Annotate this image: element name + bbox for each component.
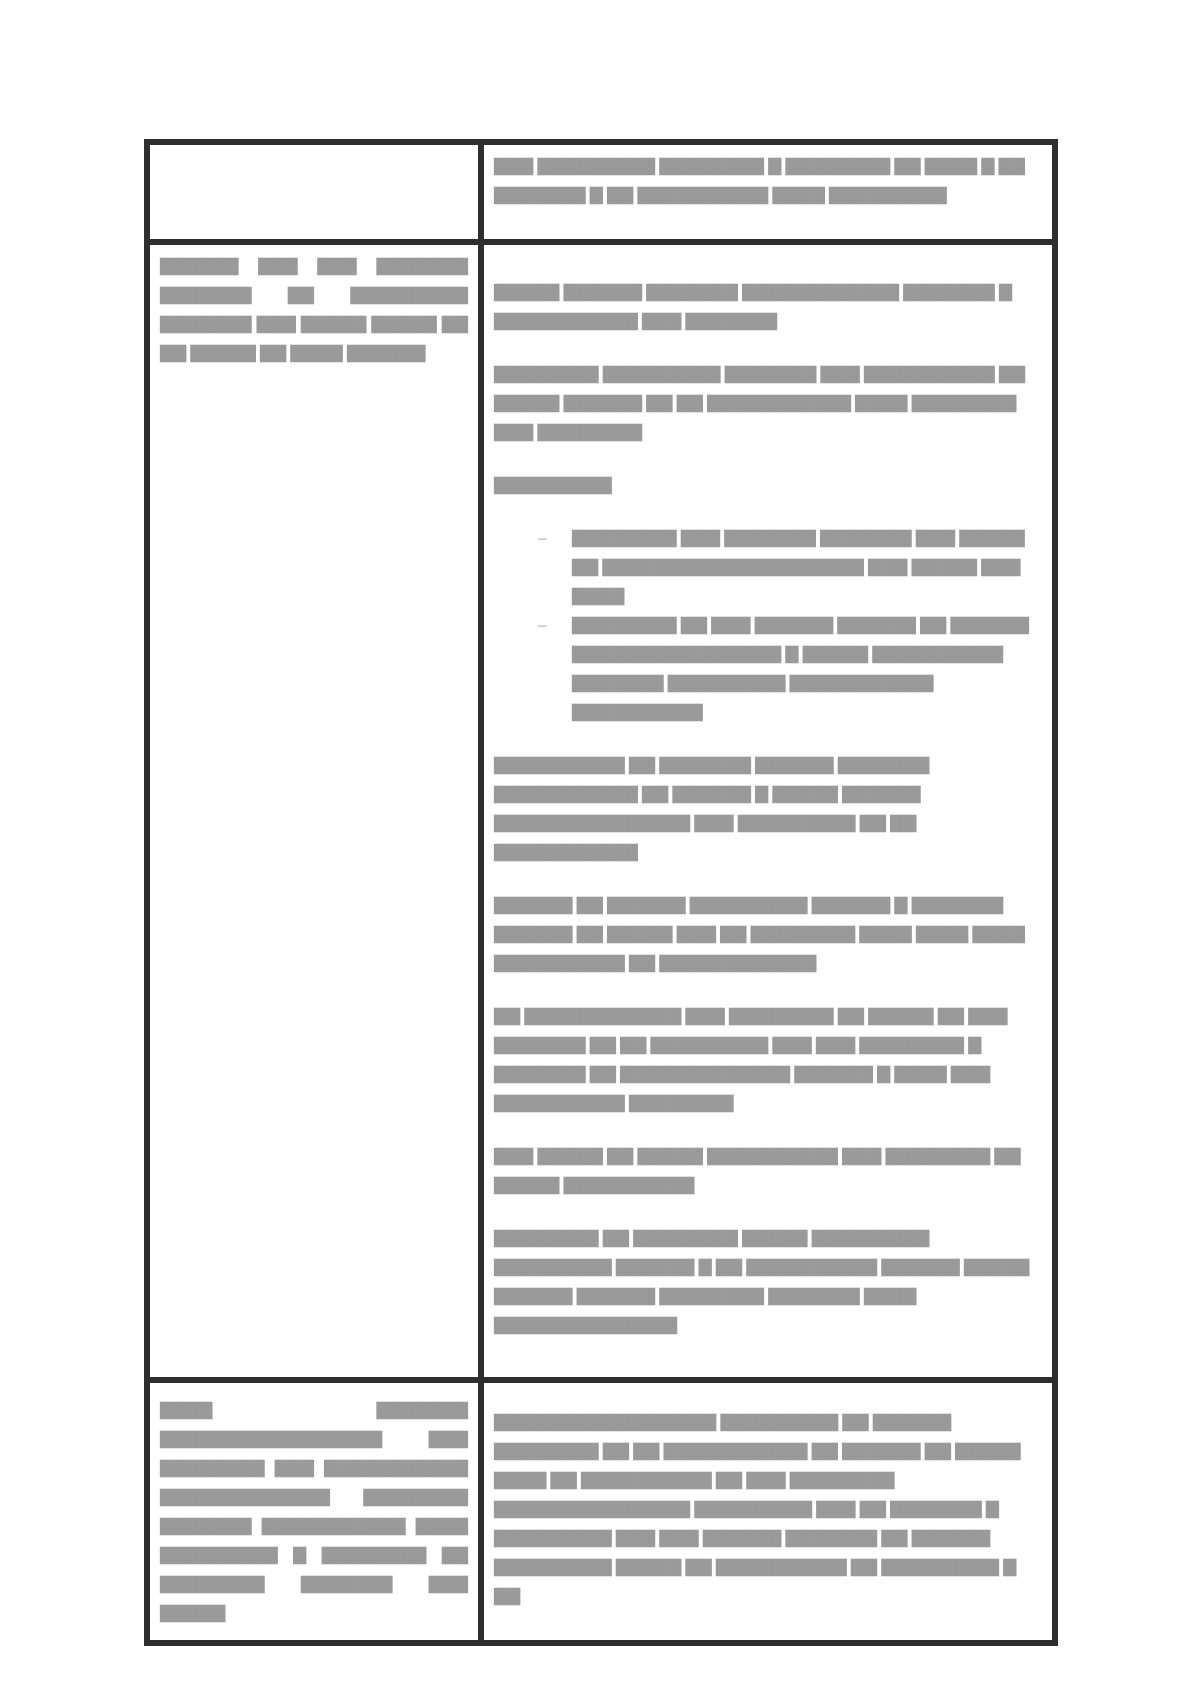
- table-row: [147, 1380, 1055, 1643]
- list-item: – ▇▇▇▇▇▇▇▇ ▇▇ ▇▇▇ ▇▇▇▇▇▇ ▇▇▇▇▇▇ ▇▇ ▇▇▇▇▇▇ ▇▇▇▇▇▇▇▇▇▇▇▇▇▇▇▇ ▇ ▇▇▇▇▇ ▇▇▇▇▇▇▇▇▇▇ ▇▇▇▇▇▇▇ ▇▇▇▇▇▇▇▇▇ ▇▇▇▇▇▇▇▇▇▇▇ ▇▇▇▇▇▇▇▇▇▇: [538, 610, 1042, 726]
- answer-paragraph: ▇▇ ▇▇▇▇▇▇▇▇▇▇▇▇ ▇▇▇ ▇▇▇▇▇▇▇▇ ▇▇ ▇▇▇▇▇ ▇▇ ▇▇▇ ▇▇▇▇▇▇▇ ▇▇ ▇▇ ▇▇▇▇▇▇▇▇▇ ▇▇▇ ▇▇▇ ▇▇▇▇▇▇▇▇ ▇ ▇▇▇▇▇▇▇ ▇▇ ▇▇▇▇▇▇▇▇▇▇▇▇▇ ▇▇▇▇▇▇ ▇ ▇▇▇▇ ▇▇▇ ▇▇▇▇▇▇▇▇▇▇ ▇▇▇▇▇▇▇▇: [494, 1006, 1008, 1112]
- question-text: ▇▇▇▇▇▇ ▇▇▇ ▇▇▇ ▇▇▇▇▇▇▇ ▇▇▇▇▇▇▇ ▇▇ ▇▇▇▇▇▇▇▇▇ ▇▇▇▇▇▇▇ ▇▇▇ ▇▇▇▇▇ ▇▇▇▇▇ ▇▇ ▇▇ ▇▇▇▇▇ ▇▇ ▇▇▇▇ ▇▇▇▇▇▇: [160, 256, 468, 362]
- answer-paragraph: ▇▇▇ ▇▇▇▇▇ ▇▇ ▇▇▇▇▇ ▇▇▇▇▇▇▇▇▇▇ ▇▇▇ ▇▇▇▇▇▇▇▇ ▇▇ ▇▇▇▇▇ ▇▇▇▇▇▇▇▇▇▇: [494, 1146, 1021, 1194]
- questionnaire-table: [144, 139, 1058, 1646]
- answer-paragraph: ▇▇▇▇▇▇▇▇ ▇▇▇▇▇▇▇▇▇ ▇▇▇▇▇▇▇ ▇▇▇ ▇▇▇▇▇▇▇▇▇▇ ▇▇ ▇▇▇▇▇ ▇▇▇▇▇▇ ▇▇ ▇▇ ▇▇▇▇▇▇▇▇▇▇▇ ▇▇▇▇ ▇▇▇▇▇▇▇▇ ▇▇▇ ▇▇▇▇▇▇▇▇: [494, 364, 1026, 441]
- question-text: ▇▇▇▇ ▇▇▇▇▇▇▇ ▇▇▇▇▇▇▇▇▇▇▇▇▇▇▇▇▇ ▇▇▇ ▇▇▇▇▇▇▇▇ ▇▇▇ ▇▇▇▇▇▇▇▇▇▇▇ ▇▇▇▇▇▇▇▇▇▇▇▇▇ ▇▇▇▇▇▇▇▇ ▇▇▇▇▇▇▇ ▇▇▇▇▇▇▇▇▇▇▇ ▇▇▇▇ ▇▇▇▇▇▇▇▇▇ ▇ ▇▇▇▇▇▇▇▇ ▇▇ ▇▇▇▇▇▇▇▇ ▇▇▇▇▇▇▇ ▇▇▇ ▇▇▇▇▇: [160, 1400, 468, 1622]
- question-cell: [147, 142, 481, 242]
- answer-paragraph: ▇▇▇▇▇▇▇▇▇▇▇▇▇▇▇▇▇ ▇▇▇▇▇▇▇▇▇ ▇▇ ▇▇▇▇▇▇ ▇▇▇▇▇▇▇▇ ▇▇ ▇▇ ▇▇▇▇▇▇▇▇▇▇▇ ▇▇ ▇▇▇▇▇▇ ▇▇ ▇▇▇▇▇ ▇▇▇▇ ▇▇ ▇▇▇▇▇▇▇▇▇▇ ▇▇ ▇▇▇ ▇▇▇▇▇▇▇▇ ▇▇▇▇▇▇▇▇▇▇▇▇▇▇▇ ▇▇▇▇▇▇▇▇▇ ▇▇▇ ▇▇ ▇▇▇▇▇▇▇ ▇ ▇▇▇▇▇▇▇▇▇ ▇▇▇ ▇▇▇ ▇▇▇▇▇▇ ▇▇▇▇▇▇▇ ▇▇ ▇▇▇▇▇▇ ▇▇▇▇▇▇▇▇▇ ▇▇▇▇▇ ▇▇ ▇▇▇▇▇▇▇▇▇▇ ▇▇ ▇▇▇▇▇▇▇▇▇ ▇ ▇▇: [494, 1412, 1021, 1605]
- answer-cell: [481, 1380, 1055, 1643]
- answer-bullet-list: [494, 523, 1042, 726]
- answer-paragraph: ▇▇▇▇▇▇▇▇ ▇▇ ▇▇▇▇▇▇▇▇ ▇▇▇▇▇ ▇▇▇▇▇▇▇▇▇ ▇▇▇▇▇▇▇▇▇ ▇▇▇▇▇▇ ▇ ▇▇ ▇▇▇▇▇▇▇▇▇▇ ▇▇▇▇▇▇ ▇▇▇▇▇ ▇▇▇▇▇▇ ▇▇▇▇▇▇ ▇▇▇▇▇▇▇▇ ▇▇▇▇▇▇▇ ▇▇▇▇ ▇▇▇▇▇▇▇▇▇▇▇▇▇▇: [494, 1228, 1030, 1334]
- answer-paragraph: ▇▇▇ ▇▇▇▇▇▇▇▇▇ ▇▇▇▇▇▇▇▇ ▇ ▇▇▇▇▇▇▇▇ ▇▇ ▇▇▇▇ ▇ ▇▇ ▇▇▇▇▇▇▇ ▇ ▇▇ ▇▇▇▇▇▇▇▇▇▇ ▇▇▇▇ ▇▇▇▇▇▇▇▇▇: [494, 156, 1025, 204]
- question-cell: [147, 1380, 481, 1643]
- list-item: – ▇▇▇▇▇▇▇▇ ▇▇▇ ▇▇▇▇▇▇▇ ▇▇▇▇▇▇▇ ▇▇▇ ▇▇▇▇▇ ▇▇ ▇▇▇▇▇▇▇▇▇▇▇▇▇▇▇▇▇▇▇▇ ▇▇▇ ▇▇▇▇▇ ▇▇▇ ▇▇▇▇: [538, 523, 1042, 610]
- answer-paragraph: ▇▇▇▇▇▇▇▇▇▇ ▇▇ ▇▇▇▇▇▇▇ ▇▇▇▇▇▇ ▇▇▇▇▇▇▇ ▇▇▇▇▇▇▇▇▇▇▇ ▇▇ ▇▇▇▇▇▇ ▇ ▇▇▇▇▇ ▇▇▇▇▇▇ ▇▇▇▇▇▇▇▇▇▇▇▇▇▇▇ ▇▇▇ ▇▇▇▇▇▇▇▇▇ ▇▇ ▇▇ ▇▇▇▇▇▇▇▇▇▇▇: [494, 755, 930, 861]
- answer-cell: [481, 142, 1055, 242]
- table-row: [147, 142, 1055, 242]
- table-row: [147, 242, 1055, 1380]
- answer-paragraph: ▇▇▇▇▇▇ ▇▇ ▇▇▇▇▇▇ ▇▇▇▇▇▇▇▇▇ ▇▇▇▇▇▇ ▇ ▇▇▇▇▇▇▇ ▇▇▇▇▇▇ ▇▇ ▇▇▇▇▇ ▇▇▇ ▇▇ ▇▇▇▇▇▇▇▇ ▇▇▇▇ ▇▇▇▇ ▇▇▇▇ ▇▇▇▇▇▇▇▇▇▇ ▇▇ ▇▇▇▇▇▇▇▇▇▇▇▇: [494, 895, 1025, 972]
- question-cell: [147, 242, 481, 1380]
- answer-paragraph: ▇▇▇▇▇▇▇▇▇: [494, 475, 612, 494]
- answer-paragraph: ▇▇▇▇▇ ▇▇▇▇▇▇ ▇▇▇▇▇▇▇ ▇▇▇▇▇▇▇▇▇▇▇▇ ▇▇▇▇▇▇▇ ▇ ▇▇▇▇▇▇▇▇▇▇▇ ▇▇▇ ▇▇▇▇▇▇▇: [494, 282, 1013, 330]
- answer-cell: [481, 242, 1055, 1380]
